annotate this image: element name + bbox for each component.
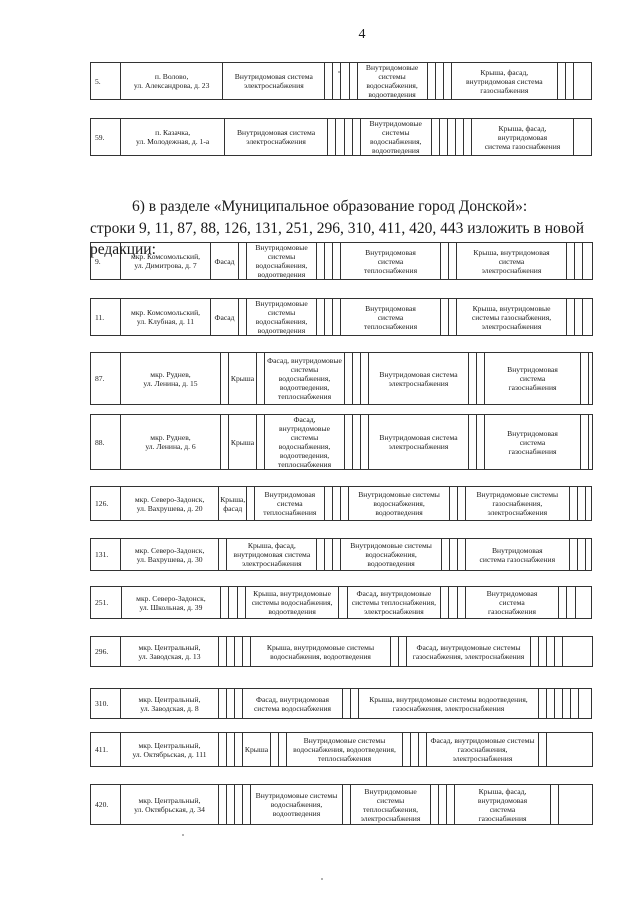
address-cell: п. Казачка, ул. Молодежная, д. 1-а [121, 119, 224, 156]
work-type-cell: Внутридомовые системы водоснабжения, водоотведения [247, 243, 317, 280]
row-number-cell: 420. [91, 785, 121, 825]
empty-cell [569, 539, 577, 571]
row-number-cell: 59. [91, 119, 121, 156]
empty-cell [441, 587, 449, 619]
work-type-cell: Фасад [211, 299, 239, 336]
empty-cell [239, 299, 247, 336]
empty-cell [573, 119, 591, 156]
section-heading: 6) в разделе «Муниципальное образование город Донской»: [132, 198, 528, 215]
empty-cell [399, 637, 407, 667]
empty-cell [353, 353, 361, 405]
address-cell: п. Волово, ул. Александрова, д. 23 [121, 63, 223, 100]
row-number-cell: 411. [91, 733, 121, 767]
empty-cell [555, 689, 563, 719]
empty-cell [449, 299, 457, 336]
empty-cell [235, 785, 243, 825]
work-type-cell: Внутридомовые системы водоснабжения, водоотведения [251, 785, 343, 825]
empty-cell [477, 415, 485, 470]
work-type-cell: Фасад, внутридомовые системы газоснабжения, электроснабжения [427, 733, 539, 767]
work-type-cell: Внутридомовая система теплоснабжения [341, 299, 441, 336]
work-type-cell: Внутридомовая система электроснабжения [223, 63, 325, 100]
row-number-cell: 310. [91, 689, 121, 719]
empty-cell [579, 689, 592, 719]
address-cell: мкр. Центральный, ул. Октябрьская, д. 34 [121, 785, 219, 825]
empty-cell [563, 689, 571, 719]
empty-cell [345, 415, 353, 470]
work-type-cell: Фасад, внутридомовые системы газоснабжения, электроснабжения [407, 637, 531, 667]
empty-cell [583, 299, 593, 336]
empty-cell [257, 353, 265, 405]
row-number-cell: 296. [91, 637, 121, 667]
work-type-cell: Крыша, внутридомовые системы водоотведения, газоснабжения, электроснабжения [359, 689, 539, 719]
empty-cell [547, 733, 593, 767]
empty-cell [333, 299, 341, 336]
empty-cell [457, 587, 465, 619]
work-type-cell: Внутридомовая система электроснабжения [369, 353, 469, 405]
row-number-cell: 251. [91, 587, 122, 619]
address-cell: мкр. Северо-Задонск, ул. Вахрушева, д. 30 [121, 539, 219, 571]
empty-cell [431, 785, 439, 825]
work-type-cell: Внутридомовая система электроснабжения [369, 415, 469, 470]
empty-cell [469, 415, 477, 470]
empty-cell [447, 119, 455, 156]
empty-cell [431, 119, 439, 156]
empty-cell [361, 353, 369, 405]
empty-cell [325, 539, 333, 571]
work-type-cell: Крыша, внутридомовая система электроснабжения [457, 243, 567, 280]
empty-cell [577, 487, 585, 521]
work-type-cell: Внутридомовая система теплоснабжения [341, 243, 441, 280]
empty-cell [339, 587, 347, 619]
scan-speck [338, 71, 340, 73]
address-cell: мкр. Руднев, ул. Ленина, д. 6 [121, 415, 221, 470]
empty-cell [235, 733, 243, 767]
row-number-cell: 88. [91, 415, 121, 470]
row-number-cell: 126. [91, 487, 121, 521]
empty-cell [403, 733, 411, 767]
empty-cell [237, 587, 245, 619]
empty-cell [235, 637, 243, 667]
work-type-cell: Фасад, внутридомовые системы водоснабжения, водоотведения, теплоснабжения [265, 353, 345, 405]
empty-cell [243, 637, 251, 667]
empty-cell [547, 689, 555, 719]
section-instruction: строки 9, 11, 87, 88, 126, 131, 251, 296, 310, 411, 420, 443 изложить в новой редакции: [90, 220, 585, 258]
address-cell: мкр. Руднев, ул. Ленина, д. 15 [121, 353, 221, 405]
empty-cell [477, 353, 485, 405]
empty-cell [235, 689, 243, 719]
empty-cell [219, 733, 227, 767]
empty-cell [567, 587, 575, 619]
table-row-88 [90, 414, 593, 470]
empty-cell [531, 637, 539, 667]
empty-cell [567, 299, 575, 336]
empty-cell [229, 587, 237, 619]
work-type-cell: Внутридомовая система газоснабжения [485, 415, 581, 470]
work-type-cell: Крыша, фасад [219, 487, 247, 521]
empty-cell [575, 299, 583, 336]
empty-cell [352, 119, 360, 156]
empty-cell [219, 539, 227, 571]
empty-cell [341, 487, 349, 521]
row-number-cell: 131. [91, 539, 121, 571]
work-type-cell: Внутридомовая система газоснабжения [465, 587, 559, 619]
empty-cell [227, 785, 235, 825]
empty-cell [219, 785, 227, 825]
page-number: 4 [358, 27, 366, 42]
scan-speck [182, 834, 184, 836]
empty-cell [457, 539, 465, 571]
empty-cell [353, 415, 361, 470]
work-type-cell: Внутридомовая система электроснабжения [224, 119, 327, 156]
work-type-cell: Внутридомовые системы водоснабжения, водоотведения, теплоснабжения [287, 733, 403, 767]
empty-cell [325, 487, 333, 521]
table-row-411 [90, 732, 593, 767]
work-type-cell: Внутридомовые системы теплоснабжения, электроснабжения [351, 785, 431, 825]
table-row-131 [90, 538, 592, 571]
empty-cell [559, 587, 567, 619]
table-row-310 [90, 688, 592, 719]
empty-cell [333, 63, 341, 100]
work-type-cell: Внутридомовые системы водоснабжения, водоотведения [247, 299, 317, 336]
empty-cell [581, 353, 589, 405]
table-row-420 [90, 784, 593, 825]
empty-cell [333, 539, 341, 571]
empty-cell [449, 587, 457, 619]
empty-cell [563, 637, 593, 667]
work-type-cell: Крыша, внутридомовые системы водоснабжения, водоотведения [245, 587, 339, 619]
empty-cell [336, 119, 344, 156]
empty-cell [257, 415, 265, 470]
scan-speck [321, 878, 323, 880]
work-type-cell: Внутридомовые системы водоснабжения, водоотведения [360, 119, 431, 156]
table-row-59 [90, 118, 592, 156]
empty-cell [243, 785, 251, 825]
empty-cell [573, 63, 591, 100]
empty-cell [569, 487, 577, 521]
work-type-cell: Внутридомовая система газоснабжения [465, 539, 569, 571]
work-type-cell: Крыша, фасад, внутридомовая система газоснабжения [451, 63, 557, 100]
work-type-cell: Крыша [243, 733, 271, 767]
table-row-87 [90, 352, 593, 405]
empty-cell [333, 487, 341, 521]
empty-cell [464, 119, 472, 156]
address-cell: мкр. Центральный, ул. Заводская, д. 8 [121, 689, 219, 719]
empty-cell [317, 299, 325, 336]
work-type-cell: Внутридомовые системы водоснабжения, водоотведения [349, 487, 449, 521]
work-type-cell: Крыша, внутридомовые системы водоснабжения, водоотведения [251, 637, 391, 667]
empty-cell [435, 63, 443, 100]
empty-cell [539, 733, 547, 767]
work-type-cell: Фасад [211, 243, 239, 280]
empty-cell [344, 119, 352, 156]
work-type-cell: Внутридомовая система теплоснабжения [255, 487, 325, 521]
empty-cell [589, 415, 593, 470]
address-cell: мкр. Комсомольский, ул. Димитрова, д. 7 [121, 243, 211, 280]
empty-cell [219, 637, 227, 667]
empty-cell [441, 299, 449, 336]
empty-cell [227, 689, 235, 719]
work-type-cell: Крыша, фасад, внутридомовая система электроснабжения [227, 539, 317, 571]
empty-cell [555, 637, 563, 667]
empty-cell [221, 353, 229, 405]
address-cell: мкр. Центральный, ул. Октябрьская, д. 111 [121, 733, 219, 767]
empty-cell [345, 353, 353, 405]
empty-cell [227, 637, 235, 667]
table-row-251 [90, 586, 592, 619]
row-number-cell: 5. [91, 63, 121, 100]
empty-cell [439, 785, 447, 825]
address-cell: мкр. Северо-Задонск, ул. Вахрушева, д. 20 [121, 487, 219, 521]
empty-cell [419, 733, 427, 767]
empty-cell [349, 63, 357, 100]
empty-cell [547, 637, 555, 667]
empty-cell [279, 733, 287, 767]
empty-cell [325, 63, 333, 100]
empty-cell [577, 539, 585, 571]
empty-cell [341, 63, 349, 100]
empty-cell [411, 733, 419, 767]
address-cell: мкр. Северо-Задонск, ул. Школьная, д. 39 [121, 587, 221, 619]
work-type-cell: Фасад, внутридомовая система водоснабжения [243, 689, 343, 719]
empty-cell [219, 689, 227, 719]
work-type-cell: Внутридомовые системы газоснабжения, электроснабжения [465, 487, 569, 521]
empty-cell [227, 733, 235, 767]
work-type-cell: Внутридомовая система газоснабжения [485, 353, 581, 405]
address-cell: мкр. Центральный, ул. Заводская, д. 13 [121, 637, 219, 667]
row-number-cell: 11. [91, 299, 121, 336]
empty-cell [221, 587, 229, 619]
work-type-cell: Крыша, внутридомовые системы газоснабжения, электроснабжения [457, 299, 567, 336]
work-type-cell: Фасад, внутридомовые системы водоснабжения, водоотведения, теплоснабжения [265, 415, 345, 470]
empty-cell [447, 785, 455, 825]
work-type-cell: Крыша, фасад, внутридомовая система газоснабжения [472, 119, 573, 156]
empty-cell [449, 487, 457, 521]
empty-cell [343, 689, 351, 719]
empty-cell [539, 637, 547, 667]
work-type-cell: Фасад, внутридомовые системы теплоснабжения, электроснабжения [347, 587, 441, 619]
row-number-cell: 87. [91, 353, 121, 405]
empty-cell [581, 415, 589, 470]
empty-cell [361, 415, 369, 470]
empty-cell [351, 689, 359, 719]
work-type-cell: Крыша [229, 415, 257, 470]
empty-cell [443, 63, 451, 100]
empty-cell [575, 587, 591, 619]
empty-cell [551, 785, 559, 825]
empty-cell [585, 539, 591, 571]
empty-cell [539, 689, 547, 719]
address-cell: мкр. Комсомольский, ул. Клубная, д. 11 [121, 299, 211, 336]
empty-cell [449, 539, 457, 571]
empty-cell [585, 487, 591, 521]
table-row-126 [90, 486, 592, 521]
table-row-5 [90, 62, 592, 100]
empty-cell [221, 415, 229, 470]
empty-cell [391, 637, 399, 667]
empty-cell [247, 487, 255, 521]
empty-cell [456, 119, 464, 156]
empty-cell [439, 119, 447, 156]
empty-cell [557, 63, 565, 100]
empty-cell [343, 785, 351, 825]
empty-cell [559, 785, 593, 825]
empty-cell [325, 299, 333, 336]
empty-cell [328, 119, 336, 156]
work-type-cell: Внутридомовые системы водоснабжения, водоотведения [357, 63, 427, 100]
empty-cell [441, 539, 449, 571]
empty-cell [565, 63, 573, 100]
empty-cell [589, 353, 593, 405]
empty-cell [469, 353, 477, 405]
table-row-11 [90, 298, 593, 336]
empty-cell [317, 539, 325, 571]
row-number-cell: 9. [91, 243, 121, 280]
empty-cell [571, 689, 579, 719]
work-type-cell: Крыша, фасад, внутридомовая система газоснабжения [455, 785, 551, 825]
work-type-cell: Крыша [229, 353, 257, 405]
empty-cell [457, 487, 465, 521]
empty-cell [271, 733, 279, 767]
table-row-296 [90, 636, 593, 667]
work-type-cell: Внутридомовые системы водоснабжения, водоотведения [341, 539, 441, 571]
empty-cell [427, 63, 435, 100]
